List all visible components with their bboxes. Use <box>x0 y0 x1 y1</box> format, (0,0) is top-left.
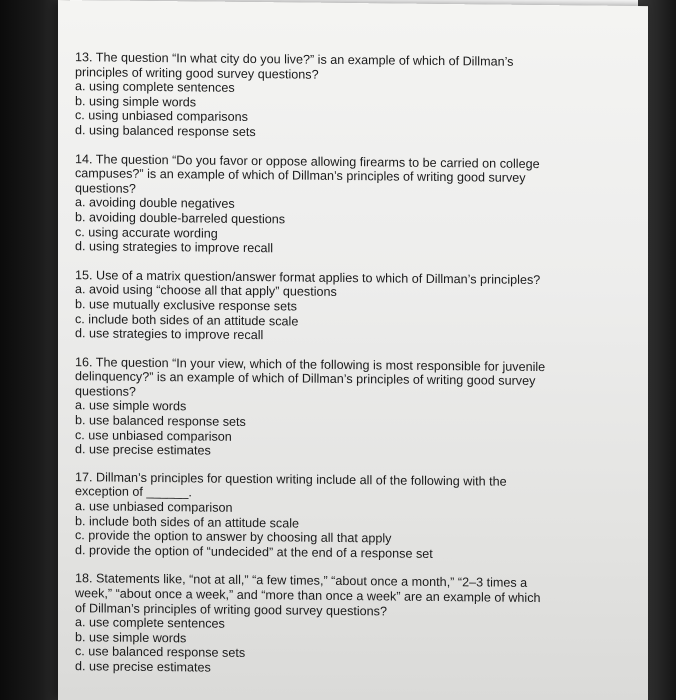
option-d: d. use precise estimates <box>75 442 211 458</box>
option-a: a. avoid using “choose all that apply” questions <box>75 282 337 300</box>
option-c: c. use balanced response sets <box>75 644 246 661</box>
question-18 <box>75 572 595 680</box>
option-d: d. using balanced response sets <box>75 123 256 140</box>
paper-sheet <box>58 0 648 700</box>
option-a: a. use unbiased comparison <box>75 499 233 515</box>
question-stem: 14. The question “Do you favor or oppose allowing firearms to be carried on college campuses?” is an example of which of Dillman’s principles of writing good survey questions? <box>75 151 544 196</box>
question-17 <box>75 470 595 563</box>
question-16 <box>75 355 595 463</box>
question-list <box>75 50 595 693</box>
question-14 <box>75 152 595 260</box>
option-a: a. use complete sentences <box>75 615 225 631</box>
question-stem: 13. The question “In what city do you live?” is an example of which of Dillman’s principles of writing good survey questions? <box>75 50 517 82</box>
option-d: d. use precise estimates <box>75 659 211 675</box>
option-a: a. avoiding double negatives <box>75 195 235 212</box>
option-d: d. using strategies to improve recall <box>75 239 274 256</box>
question-stem: 18. Statements like, “not at all,” “a few times,” “about once a month,” “2–3 times a week,” “about once a week,” and “more than once a week” are an example of which of Dillman’s principles of writing good survey questions? <box>75 571 545 619</box>
option-a: a. using complete sentences <box>75 79 235 96</box>
option-c: c. using unbiased comparisons <box>75 108 248 125</box>
option-c: c. using accurate wording <box>75 224 218 241</box>
question-stem: 17. Dillman’s principles for question writing include all of the following with the exception of ______. <box>75 470 511 500</box>
question-13 <box>75 50 595 143</box>
option-c: c. provide the option to answer by choosing all that apply <box>75 528 392 546</box>
option-b: b. using simple words <box>75 93 197 110</box>
option-a: a. use simple words <box>75 398 187 414</box>
option-b: b. avoiding double-barreled questions <box>75 210 286 227</box>
option-b: b. use simple words <box>75 629 187 646</box>
option-c: c. include both sides of an attitude scale <box>75 311 299 329</box>
question-stem: 15. Use of a matrix question/answer format applies to which of Dillman’s principles? <box>75 267 541 287</box>
option-d: d. provide the option of “undecided” at the end of a response set <box>75 542 433 561</box>
option-c: c. use unbiased comparison <box>75 427 232 444</box>
option-b: b. use balanced response sets <box>75 413 246 430</box>
option-d: d. use strategies to improve recall <box>75 326 264 343</box>
option-b: b. include both sides of an attitude scale <box>75 513 300 531</box>
question-15 <box>75 268 595 346</box>
option-b: b. use mutually exclusive response sets <box>75 297 297 314</box>
question-stem: 16. The question “In your view, which of the following is most responsible for juvenile delinquency?” is an example of which of Dillman’s principles of writing good survey questions? <box>75 354 549 399</box>
